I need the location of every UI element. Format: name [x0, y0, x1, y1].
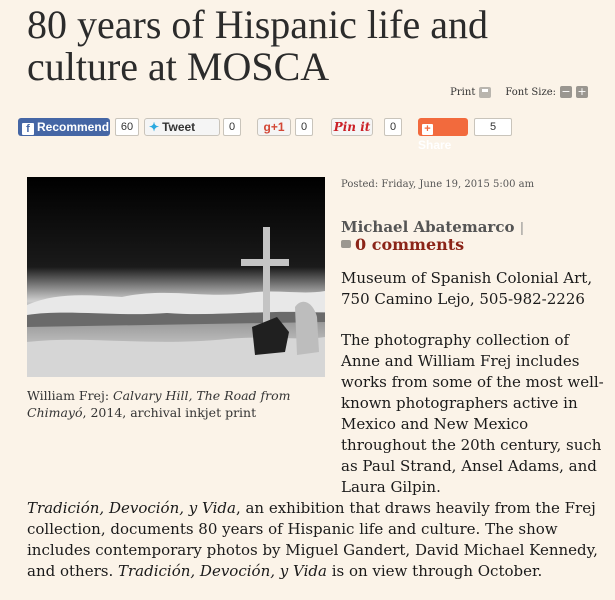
google-plus-button[interactable]: g+1 — [257, 118, 291, 136]
facebook-recommend-button[interactable] — [18, 118, 110, 136]
google-plus-count: 0 — [295, 118, 313, 136]
author-line — [341, 218, 524, 236]
caption-suffix: , 2014, archival inkjet print — [82, 405, 257, 420]
exhibition-title: Tradición, Devoción, y Vida — [27, 499, 236, 517]
font-decrease-button[interactable]: − — [561, 85, 571, 98]
caption-prefix: William Frej: — [27, 388, 114, 403]
venue-address: Museum of Spanish Colonial Art, 750 Camino Lejo, 505-982-2226 — [341, 269, 593, 308]
print-icon[interactable] — [479, 87, 491, 98]
facebook-icon: f — [22, 123, 34, 135]
article-photo[interactable] — [27, 177, 325, 377]
article-body-full — [27, 498, 612, 582]
comments-link[interactable] — [341, 235, 464, 254]
body-continued: , an exhibition that draws heavily from the Frej collection, documents 80 years of Hispanic life and culture. The show includes contemporary photos by Miguel Gandert, David Michael Kennedy, and others. — [27, 499, 598, 580]
share-plus-icon: + — [422, 124, 433, 135]
comments-count[interactable]: 0 comments — [355, 235, 465, 254]
article-title: 80 years of Hispanic life and culture at MOSCA — [27, 2, 488, 89]
photo-caption — [27, 387, 325, 421]
article-body-column: The photography collection of Anne and William Frej includes works from some of the most well-known photographers active in Mexico and New Mexico throughout the 20th century, such as Paul Strand, Ansel Adams, and Laura Gilpin. — [341, 331, 604, 496]
font-size-label: Font Size: — [505, 86, 556, 98]
facebook-label: Recommend — [37, 120, 110, 134]
caption-title: Calvary Hill, The Road from Chimayó — [27, 388, 291, 420]
tweet-label: Tweet — [162, 120, 196, 134]
tweet-count: 0 — [223, 118, 241, 136]
cross-landscape-image — [27, 177, 325, 377]
tweet-button[interactable] — [144, 118, 220, 136]
share-label: Share — [418, 138, 452, 152]
body-end: is on view through October. — [326, 562, 543, 580]
exhibition-title-2: Tradición, Devoción, y Vida — [117, 562, 327, 580]
twitter-icon: ✦ — [149, 120, 160, 134]
author-name[interactable]: Michael Abatemarco — [341, 218, 515, 236]
article-toolbar — [450, 86, 588, 98]
facebook-count: 60 — [115, 118, 139, 136]
comment-bubble-icon — [341, 240, 351, 248]
print-link[interactable]: Print — [450, 86, 476, 98]
share-count: 5 — [474, 118, 512, 136]
pinterest-button[interactable]: Pin it — [331, 118, 373, 136]
share-button[interactable] — [418, 118, 468, 152]
author-separator: | — [519, 221, 525, 236]
share-bar — [18, 118, 598, 152]
posted-date: Posted: Friday, June 19, 2015 5:00 am — [341, 179, 535, 190]
pinterest-count: 0 — [384, 118, 402, 136]
font-increase-button[interactable]: + — [577, 85, 587, 98]
